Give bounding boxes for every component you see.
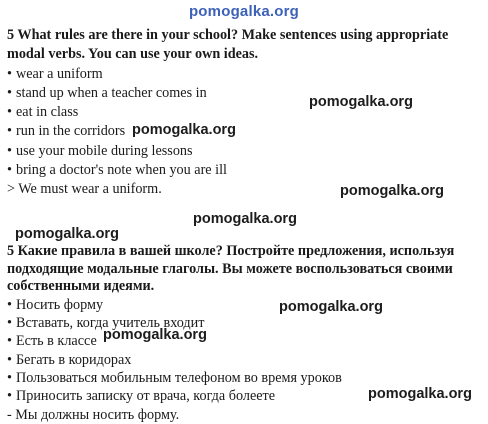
watermark: pomogalka.org [368, 386, 472, 402]
bullet: • [7, 369, 12, 386]
exercise-heading-russian: 5 Какие правила в вашей школе? Постройте предложения, используя подходящие модальные глаголы. Вы можете воспользоваться своими собственными идеями. [7, 243, 455, 295]
bullet: • [7, 84, 12, 101]
bullet: • [7, 65, 12, 82]
bullet: • [7, 123, 12, 140]
list-item-text: Бегать в коридорах [16, 351, 132, 368]
watermark: pomogalka.org [193, 211, 297, 227]
list-item-text: eat in class [16, 104, 79, 121]
exercise-heading-english: 5 What rules are there in your school? Make sentences using appropriate modal verbs. You can use your own ideas. [7, 27, 449, 63]
list-item [7, 122, 483, 141]
watermark: pomogalka.org [103, 327, 207, 343]
list-item [7, 142, 483, 161]
watermark: pomogalka.org [340, 183, 444, 199]
list-item-text: bring a doctor's note when you are ill [16, 162, 227, 179]
bullet: • [7, 142, 12, 159]
header-watermark: pomogalka.org [188, 3, 300, 20]
list-item-text: Вставать, когда учитель входит [16, 315, 205, 332]
list-item-text: Есть в классе [16, 333, 97, 350]
list-item [7, 161, 483, 180]
list-item-text: Приносить записку от врача, когда болеете [16, 388, 276, 405]
list-item-text: Носить форму [16, 296, 104, 313]
list-item [7, 296, 483, 314]
list-item [7, 369, 483, 387]
list-item-text: stand up when a teacher comes in [16, 84, 207, 101]
bullet: • [7, 315, 12, 332]
watermark: pomogalka.org [279, 299, 383, 315]
example-answer-russian: - Мы должны носить форму. [7, 406, 180, 423]
list-item-text: wear a uniform [16, 65, 103, 82]
list-item-text: use your mobile during lessons [16, 142, 193, 159]
list-item [7, 332, 483, 350]
watermark: pomogalka.org [132, 122, 236, 138]
watermark: pomogalka.org [309, 94, 413, 110]
example-answer-english: > We must wear a uniform. [7, 181, 162, 198]
rules-list-english [7, 65, 483, 181]
bullet: • [7, 296, 12, 313]
bullet: • [7, 162, 12, 179]
list-item-text: run in the corridors [16, 123, 126, 140]
bullet: • [7, 351, 12, 368]
list-item [7, 65, 483, 84]
exercise-english [7, 26, 483, 200]
watermark: pomogalka.org [15, 226, 119, 242]
list-item [7, 351, 483, 369]
list-item [7, 314, 483, 332]
bullet: • [7, 333, 12, 350]
list-item-text: Пользоваться мобильным телефоном во время уроков [16, 369, 342, 386]
bullet: • [7, 388, 12, 405]
bullet: • [7, 104, 12, 121]
